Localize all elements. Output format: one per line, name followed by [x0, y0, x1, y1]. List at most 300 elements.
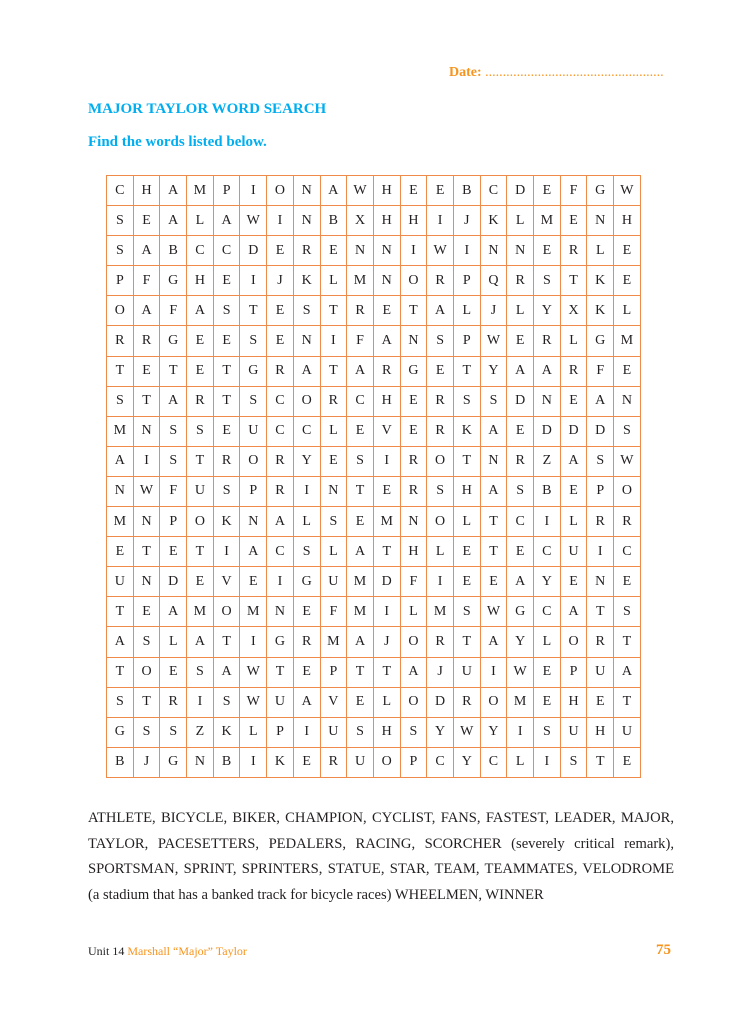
grid-cell[interactable]: E	[560, 476, 587, 506]
grid-cell[interactable]: W	[480, 326, 507, 356]
grid-cell[interactable]: N	[267, 597, 294, 627]
grid-cell[interactable]: C	[347, 386, 374, 416]
grid-cell[interactable]: I	[400, 236, 427, 266]
grid-cell[interactable]: T	[587, 597, 614, 627]
grid-cell[interactable]: P	[240, 476, 267, 506]
grid-cell[interactable]: U	[587, 657, 614, 687]
grid-cell[interactable]: T	[480, 507, 507, 537]
grid-cell[interactable]: H	[373, 386, 400, 416]
grid-cell[interactable]: G	[267, 627, 294, 657]
grid-cell[interactable]: E	[133, 356, 160, 386]
grid-cell[interactable]: T	[187, 446, 214, 476]
grid-cell[interactable]: F	[160, 296, 187, 326]
grid-cell[interactable]: K	[293, 266, 320, 296]
grid-cell[interactable]: R	[560, 356, 587, 386]
grid-cell[interactable]: Y	[534, 296, 561, 326]
grid-cell[interactable]: U	[320, 567, 347, 597]
grid-cell[interactable]: R	[293, 627, 320, 657]
grid-cell[interactable]: K	[453, 416, 480, 446]
grid-cell[interactable]: C	[534, 597, 561, 627]
grid-cell[interactable]: U	[614, 717, 641, 747]
grid-cell[interactable]: E	[400, 386, 427, 416]
grid-cell[interactable]: T	[107, 597, 134, 627]
grid-cell[interactable]: D	[240, 236, 267, 266]
grid-cell[interactable]: L	[427, 537, 454, 567]
grid-cell[interactable]: E	[293, 597, 320, 627]
grid-cell[interactable]: T	[213, 386, 240, 416]
grid-cell[interactable]: A	[267, 507, 294, 537]
grid-cell[interactable]: I	[427, 567, 454, 597]
grid-cell[interactable]: A	[293, 687, 320, 717]
grid-cell[interactable]: C	[614, 537, 641, 567]
grid-cell[interactable]: E	[534, 687, 561, 717]
grid-cell[interactable]: S	[133, 717, 160, 747]
grid-cell[interactable]: S	[293, 296, 320, 326]
grid-cell[interactable]: T	[320, 356, 347, 386]
grid-cell[interactable]: N	[480, 446, 507, 476]
grid-cell[interactable]: S	[614, 597, 641, 627]
grid-cell[interactable]: H	[373, 206, 400, 236]
grid-cell[interactable]: F	[133, 266, 160, 296]
grid-cell[interactable]: G	[160, 326, 187, 356]
grid-cell[interactable]: M	[320, 627, 347, 657]
grid-cell[interactable]: Z	[534, 446, 561, 476]
grid-cell[interactable]: O	[427, 507, 454, 537]
grid-cell[interactable]: X	[347, 206, 374, 236]
grid-cell[interactable]: N	[347, 236, 374, 266]
grid-cell[interactable]: N	[400, 326, 427, 356]
grid-cell[interactable]: A	[213, 206, 240, 236]
grid-cell[interactable]: A	[400, 657, 427, 687]
grid-cell[interactable]: W	[507, 657, 534, 687]
grid-cell[interactable]: Y	[534, 567, 561, 597]
grid-cell[interactable]: L	[320, 266, 347, 296]
grid-cell[interactable]: N	[240, 507, 267, 537]
grid-cell[interactable]: T	[373, 537, 400, 567]
grid-cell[interactable]: H	[133, 176, 160, 206]
grid-cell[interactable]: R	[587, 627, 614, 657]
grid-cell[interactable]: B	[453, 176, 480, 206]
grid-cell[interactable]: T	[240, 296, 267, 326]
grid-cell[interactable]: A	[213, 657, 240, 687]
grid-cell[interactable]: A	[614, 657, 641, 687]
grid-cell[interactable]: I	[587, 537, 614, 567]
grid-cell[interactable]: I	[213, 537, 240, 567]
grid-cell[interactable]: T	[187, 537, 214, 567]
grid-cell[interactable]: A	[347, 627, 374, 657]
grid-cell[interactable]: R	[427, 627, 454, 657]
grid-cell[interactable]: S	[347, 446, 374, 476]
grid-cell[interactable]: O	[560, 627, 587, 657]
grid-cell[interactable]: R	[400, 476, 427, 506]
grid-cell[interactable]: H	[560, 687, 587, 717]
grid-cell[interactable]: R	[534, 326, 561, 356]
grid-cell[interactable]: O	[400, 627, 427, 657]
grid-cell[interactable]: R	[400, 446, 427, 476]
grid-cell[interactable]: I	[187, 687, 214, 717]
grid-cell[interactable]: I	[293, 476, 320, 506]
grid-cell[interactable]: M	[240, 597, 267, 627]
grid-cell[interactable]: A	[347, 356, 374, 386]
grid-cell[interactable]: J	[427, 657, 454, 687]
grid-cell[interactable]: R	[614, 507, 641, 537]
grid-cell[interactable]: E	[293, 657, 320, 687]
grid-cell[interactable]: A	[160, 206, 187, 236]
grid-cell[interactable]: I	[373, 597, 400, 627]
grid-cell[interactable]: E	[187, 356, 214, 386]
grid-cell[interactable]: G	[587, 326, 614, 356]
grid-cell[interactable]: I	[480, 657, 507, 687]
grid-cell[interactable]: P	[560, 657, 587, 687]
grid-cell[interactable]: N	[587, 206, 614, 236]
grid-cell[interactable]: N	[373, 236, 400, 266]
grid-cell[interactable]: M	[187, 176, 214, 206]
grid-cell[interactable]: M	[187, 597, 214, 627]
grid-cell[interactable]: R	[453, 687, 480, 717]
grid-cell[interactable]: B	[534, 476, 561, 506]
grid-cell[interactable]: G	[240, 356, 267, 386]
grid-cell[interactable]: L	[534, 627, 561, 657]
grid-cell[interactable]: N	[133, 507, 160, 537]
grid-cell[interactable]: Q	[480, 266, 507, 296]
grid-cell[interactable]: A	[480, 416, 507, 446]
grid-cell[interactable]: T	[453, 627, 480, 657]
grid-cell[interactable]: R	[187, 386, 214, 416]
grid-cell[interactable]: K	[587, 266, 614, 296]
grid-cell[interactable]: A	[133, 296, 160, 326]
grid-cell[interactable]: H	[373, 176, 400, 206]
grid-cell[interactable]: S	[187, 416, 214, 446]
grid-cell[interactable]: S	[534, 266, 561, 296]
grid-cell[interactable]: F	[400, 567, 427, 597]
grid-cell[interactable]: T	[213, 627, 240, 657]
grid-cell[interactable]: L	[453, 296, 480, 326]
grid-cell[interactable]: L	[560, 326, 587, 356]
grid-cell[interactable]: A	[534, 356, 561, 386]
grid-cell[interactable]: Y	[453, 747, 480, 777]
grid-cell[interactable]: M	[427, 597, 454, 627]
grid-cell[interactable]: A	[480, 627, 507, 657]
grid-cell[interactable]: I	[267, 567, 294, 597]
grid-cell[interactable]: S	[507, 476, 534, 506]
grid-cell[interactable]: P	[320, 657, 347, 687]
grid-cell[interactable]: U	[560, 717, 587, 747]
grid-cell[interactable]: U	[267, 687, 294, 717]
grid-cell[interactable]: U	[453, 657, 480, 687]
grid-cell[interactable]: D	[587, 416, 614, 446]
grid-cell[interactable]: E	[614, 356, 641, 386]
grid-cell[interactable]: R	[587, 507, 614, 537]
grid-cell[interactable]: E	[187, 567, 214, 597]
grid-cell[interactable]: P	[453, 326, 480, 356]
grid-cell[interactable]: C	[293, 416, 320, 446]
grid-cell[interactable]: E	[347, 416, 374, 446]
grid-cell[interactable]: A	[107, 627, 134, 657]
grid-cell[interactable]: E	[133, 597, 160, 627]
grid-cell[interactable]: R	[507, 446, 534, 476]
grid-cell[interactable]: W	[240, 657, 267, 687]
grid-cell[interactable]: R	[133, 326, 160, 356]
grid-cell[interactable]: R	[320, 747, 347, 777]
grid-cell[interactable]: P	[107, 266, 134, 296]
grid-cell[interactable]: O	[293, 386, 320, 416]
grid-cell[interactable]: E	[240, 567, 267, 597]
grid-cell[interactable]: Z	[187, 717, 214, 747]
grid-cell[interactable]: E	[507, 416, 534, 446]
grid-cell[interactable]: Y	[480, 356, 507, 386]
grid-cell[interactable]: C	[187, 236, 214, 266]
grid-cell[interactable]: S	[480, 386, 507, 416]
grid-cell[interactable]: I	[240, 627, 267, 657]
grid-cell[interactable]: P	[453, 266, 480, 296]
grid-cell[interactable]: T	[400, 296, 427, 326]
grid-cell[interactable]: A	[347, 537, 374, 567]
grid-cell[interactable]: W	[453, 717, 480, 747]
grid-cell[interactable]: U	[107, 567, 134, 597]
grid-cell[interactable]: I	[240, 176, 267, 206]
grid-cell[interactable]: J	[453, 206, 480, 236]
grid-cell[interactable]: D	[534, 416, 561, 446]
grid-cell[interactable]: R	[267, 356, 294, 386]
grid-cell[interactable]: S	[133, 627, 160, 657]
grid-cell[interactable]: I	[534, 747, 561, 777]
grid-cell[interactable]: M	[347, 597, 374, 627]
grid-cell[interactable]: E	[373, 476, 400, 506]
grid-cell[interactable]: H	[400, 537, 427, 567]
grid-cell[interactable]: M	[347, 567, 374, 597]
grid-cell[interactable]: E	[534, 236, 561, 266]
grid-cell[interactable]: S	[213, 476, 240, 506]
grid-cell[interactable]: B	[213, 747, 240, 777]
grid-cell[interactable]: O	[187, 507, 214, 537]
grid-cell[interactable]: I	[267, 206, 294, 236]
grid-cell[interactable]: U	[187, 476, 214, 506]
grid-cell[interactable]: S	[400, 717, 427, 747]
grid-cell[interactable]: K	[213, 717, 240, 747]
grid-cell[interactable]: O	[480, 687, 507, 717]
grid-cell[interactable]: Y	[507, 627, 534, 657]
grid-cell[interactable]: E	[427, 176, 454, 206]
grid-cell[interactable]: R	[427, 266, 454, 296]
grid-cell[interactable]: E	[347, 687, 374, 717]
grid-cell[interactable]: S	[213, 296, 240, 326]
grid-cell[interactable]: N	[107, 476, 134, 506]
grid-cell[interactable]: P	[587, 476, 614, 506]
grid-cell[interactable]: I	[453, 236, 480, 266]
grid-cell[interactable]: O	[240, 446, 267, 476]
grid-cell[interactable]: S	[240, 326, 267, 356]
grid-cell[interactable]: T	[480, 537, 507, 567]
grid-cell[interactable]: T	[587, 747, 614, 777]
grid-cell[interactable]: O	[133, 657, 160, 687]
grid-cell[interactable]: H	[373, 717, 400, 747]
grid-cell[interactable]: R	[160, 687, 187, 717]
grid-cell[interactable]: E	[480, 567, 507, 597]
grid-cell[interactable]: J	[480, 296, 507, 326]
grid-cell[interactable]: R	[347, 296, 374, 326]
grid-cell[interactable]: R	[293, 236, 320, 266]
grid-cell[interactable]: S	[427, 326, 454, 356]
grid-cell[interactable]: S	[107, 206, 134, 236]
grid-cell[interactable]: S	[320, 507, 347, 537]
grid-cell[interactable]: C	[107, 176, 134, 206]
grid-cell[interactable]: P	[213, 176, 240, 206]
grid-cell[interactable]: O	[213, 597, 240, 627]
grid-cell[interactable]: R	[560, 236, 587, 266]
grid-cell[interactable]: N	[133, 567, 160, 597]
grid-cell[interactable]: T	[107, 356, 134, 386]
grid-cell[interactable]: I	[427, 206, 454, 236]
grid-cell[interactable]: E	[213, 266, 240, 296]
grid-cell[interactable]: M	[614, 326, 641, 356]
grid-cell[interactable]: A	[240, 537, 267, 567]
grid-cell[interactable]: A	[480, 476, 507, 506]
grid-cell[interactable]: W	[427, 236, 454, 266]
grid-cell[interactable]: C	[427, 747, 454, 777]
grid-cell[interactable]: H	[614, 206, 641, 236]
grid-cell[interactable]: E	[347, 507, 374, 537]
grid-cell[interactable]: R	[427, 416, 454, 446]
grid-cell[interactable]: S	[240, 386, 267, 416]
grid-cell[interactable]: E	[320, 446, 347, 476]
grid-cell[interactable]: M	[507, 687, 534, 717]
grid-cell[interactable]: E	[213, 326, 240, 356]
grid-cell[interactable]: E	[587, 687, 614, 717]
grid-cell[interactable]: E	[320, 236, 347, 266]
grid-cell[interactable]: C	[507, 507, 534, 537]
grid-cell[interactable]: A	[373, 326, 400, 356]
grid-cell[interactable]: V	[373, 416, 400, 446]
grid-cell[interactable]: V	[320, 687, 347, 717]
grid-cell[interactable]: T	[213, 356, 240, 386]
grid-cell[interactable]: E	[534, 176, 561, 206]
grid-cell[interactable]: R	[427, 386, 454, 416]
grid-cell[interactable]: A	[133, 236, 160, 266]
grid-cell[interactable]: B	[320, 206, 347, 236]
grid-cell[interactable]: C	[534, 537, 561, 567]
grid-cell[interactable]: E	[507, 326, 534, 356]
grid-cell[interactable]: S	[213, 687, 240, 717]
grid-cell[interactable]: E	[293, 747, 320, 777]
grid-cell[interactable]: C	[267, 537, 294, 567]
grid-cell[interactable]: L	[373, 687, 400, 717]
grid-cell[interactable]: C	[267, 416, 294, 446]
grid-cell[interactable]: E	[560, 206, 587, 236]
grid-cell[interactable]: S	[187, 657, 214, 687]
grid-cell[interactable]: A	[187, 627, 214, 657]
grid-cell[interactable]: U	[240, 416, 267, 446]
grid-cell[interactable]: N	[320, 476, 347, 506]
grid-cell[interactable]: D	[373, 567, 400, 597]
grid-cell[interactable]: F	[160, 476, 187, 506]
grid-cell[interactable]: K	[213, 507, 240, 537]
grid-cell[interactable]: S	[427, 476, 454, 506]
grid-cell[interactable]: L	[400, 597, 427, 627]
grid-cell[interactable]: T	[133, 386, 160, 416]
grid-cell[interactable]: S	[107, 386, 134, 416]
grid-cell[interactable]: P	[160, 507, 187, 537]
grid-cell[interactable]: S	[347, 717, 374, 747]
grid-cell[interactable]: E	[400, 416, 427, 446]
grid-cell[interactable]: L	[507, 206, 534, 236]
grid-cell[interactable]: W	[614, 176, 641, 206]
grid-cell[interactable]: N	[534, 386, 561, 416]
grid-cell[interactable]: O	[614, 476, 641, 506]
grid-cell[interactable]: T	[373, 657, 400, 687]
grid-cell[interactable]: T	[133, 537, 160, 567]
grid-cell[interactable]: N	[293, 176, 320, 206]
grid-cell[interactable]: A	[560, 597, 587, 627]
grid-cell[interactable]: R	[107, 326, 134, 356]
grid-cell[interactable]: A	[160, 597, 187, 627]
grid-cell[interactable]: P	[400, 747, 427, 777]
grid-cell[interactable]: E	[187, 326, 214, 356]
grid-cell[interactable]: Y	[480, 717, 507, 747]
grid-cell[interactable]: I	[240, 747, 267, 777]
grid-cell[interactable]: O	[267, 176, 294, 206]
grid-cell[interactable]: U	[320, 717, 347, 747]
grid-cell[interactable]: N	[373, 266, 400, 296]
grid-cell[interactable]: N	[400, 507, 427, 537]
grid-cell[interactable]: S	[453, 597, 480, 627]
grid-cell[interactable]: J	[133, 747, 160, 777]
grid-cell[interactable]: H	[587, 717, 614, 747]
grid-cell[interactable]: E	[267, 296, 294, 326]
grid-cell[interactable]: W	[614, 446, 641, 476]
grid-cell[interactable]: N	[293, 326, 320, 356]
grid-cell[interactable]: D	[560, 416, 587, 446]
grid-cell[interactable]: Y	[293, 446, 320, 476]
grid-cell[interactable]: T	[453, 356, 480, 386]
grid-cell[interactable]: U	[347, 747, 374, 777]
grid-cell[interactable]: T	[107, 657, 134, 687]
grid-cell[interactable]: A	[187, 296, 214, 326]
grid-cell[interactable]: I	[240, 266, 267, 296]
grid-cell[interactable]: J	[267, 266, 294, 296]
grid-cell[interactable]: D	[507, 176, 534, 206]
grid-cell[interactable]: K	[267, 747, 294, 777]
grid-cell[interactable]: E	[453, 567, 480, 597]
grid-cell[interactable]: E	[614, 567, 641, 597]
grid-cell[interactable]: K	[587, 296, 614, 326]
grid-cell[interactable]: E	[267, 236, 294, 266]
grid-cell[interactable]: S	[160, 416, 187, 446]
grid-cell[interactable]: G	[400, 356, 427, 386]
grid-cell[interactable]: I	[320, 326, 347, 356]
grid-cell[interactable]: I	[373, 446, 400, 476]
grid-cell[interactable]: G	[160, 266, 187, 296]
grid-cell[interactable]: D	[160, 567, 187, 597]
grid-cell[interactable]: I	[507, 717, 534, 747]
grid-cell[interactable]: L	[560, 507, 587, 537]
grid-cell[interactable]: E	[400, 176, 427, 206]
grid-cell[interactable]: R	[267, 476, 294, 506]
grid-cell[interactable]: S	[614, 416, 641, 446]
grid-cell[interactable]: A	[507, 567, 534, 597]
grid-cell[interactable]: A	[560, 446, 587, 476]
grid-cell[interactable]: L	[614, 296, 641, 326]
grid-cell[interactable]: I	[133, 446, 160, 476]
grid-cell[interactable]: M	[107, 416, 134, 446]
grid-cell[interactable]: E	[160, 657, 187, 687]
grid-cell[interactable]: K	[480, 206, 507, 236]
grid-cell[interactable]: C	[480, 176, 507, 206]
grid-cell[interactable]: M	[107, 507, 134, 537]
grid-cell[interactable]: D	[427, 687, 454, 717]
grid-cell[interactable]: A	[160, 176, 187, 206]
grid-cell[interactable]: L	[507, 296, 534, 326]
grid-cell[interactable]: L	[587, 236, 614, 266]
